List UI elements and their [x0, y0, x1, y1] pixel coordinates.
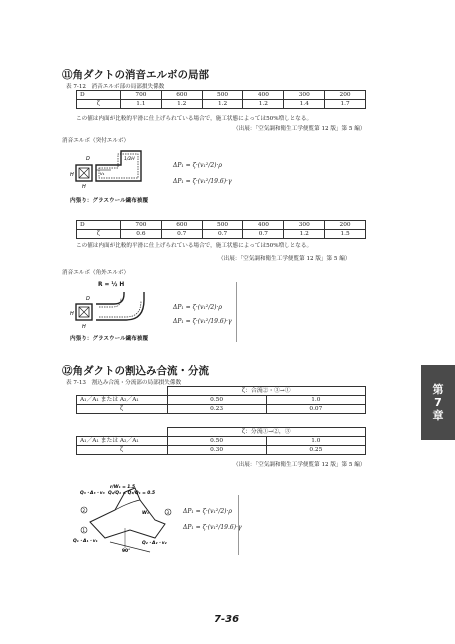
table-cell: 200 — [325, 221, 366, 230]
formula-3b: ΔP₁ = ζ·(v₁²/19.6)·γ — [183, 524, 242, 531]
section-12-heading: ⑫角ダクトの割込み合流・分流 — [62, 365, 209, 377]
table-cell: ζ — [77, 230, 121, 239]
source-1: （出展：「空気調和衛生工学便覧第 12 版」第 5 編） — [233, 126, 366, 132]
table-cell: 0.7 — [161, 230, 202, 239]
table-header-row — [77, 387, 366, 396]
fig3-q1-label: Q₁・A₁・v₁ — [73, 539, 98, 544]
table-cell: 500 — [202, 221, 243, 230]
chapter-tab-line-3: 章 — [432, 409, 444, 422]
table-cell: 300 — [284, 221, 325, 230]
table-cell: D — [77, 221, 121, 230]
table-cell: 0.7 — [202, 230, 243, 239]
fig3-q2-label: Q₂・A₂・v₂ — [142, 541, 167, 546]
svg-text:1/2H: 1/2H — [124, 157, 135, 162]
table-cell: 1.1 — [121, 100, 162, 109]
table-7-13-caption: 表 7-13 割込み合流・分流部の局部損失係数 — [66, 380, 182, 386]
fig3-ratio-label-1: r/W₁ = 1.5 — [110, 485, 136, 490]
table-cell: 1.4 — [284, 100, 325, 109]
table-row — [77, 446, 366, 455]
table-cell: 0.07 — [266, 405, 365, 414]
table-7-12 — [76, 90, 366, 109]
table-cell: 1.5 — [325, 230, 366, 239]
table-cell: D — [77, 91, 121, 100]
table-cell: 700 — [121, 221, 162, 230]
formula-1b: ΔP₁ = ζ·(v₁²/19.6)·γ — [173, 178, 232, 185]
table-cell: 500 — [202, 91, 243, 100]
table-cell: 1.2 — [202, 100, 243, 109]
page-number: 7-36 — [214, 614, 240, 625]
table-cell: 1.2 — [243, 100, 284, 109]
table-cell: 1.0 — [266, 437, 365, 446]
figure-2-radius-label: R = ½ H — [98, 282, 125, 288]
table-cell: 0.6 — [121, 230, 162, 239]
formula-2a: ΔP₁ = ζ·(v₁²/2)·ρ — [173, 304, 222, 311]
table-header-row — [77, 428, 366, 437]
table-cell: 300 — [284, 91, 325, 100]
fig3-angle-label: 90° — [122, 549, 131, 554]
scan-divider — [236, 282, 237, 342]
table-row — [77, 405, 366, 414]
table-cell: ζ — [77, 405, 168, 414]
radius-elbow-diagram — [66, 292, 161, 337]
fig3-ratio-label-2: Q₂/Q₁ = Q₃/Q₁ = 0.5 — [108, 491, 156, 496]
table-cell: 400 — [243, 221, 284, 230]
table-cell: 600 — [161, 91, 202, 100]
fig3-q3-label: Q₃・A₃・v₃ — [80, 491, 105, 496]
figure-1-lining-label: 内張り：グラスウール繊布被覆 — [70, 198, 149, 204]
table-cell: A₁／A₁ または A₂／A₁ — [77, 396, 168, 405]
table-cell: ζ — [77, 100, 121, 109]
table-header-row — [77, 221, 366, 230]
source-3: （出展：「空気調和衛生工学便覧第 12 版」第 5 編） — [233, 462, 366, 468]
table-cell: A₁／A₁ または A₂／A₁ — [77, 437, 168, 446]
table-7-13-merge — [76, 386, 366, 414]
table-cell: 0.7 — [243, 230, 284, 239]
table-cell: 1.0 — [266, 396, 365, 405]
table-title-cell: ζ：分流①→②，③ — [167, 428, 366, 437]
scan-divider — [238, 495, 239, 555]
table-row — [77, 230, 366, 239]
chapter-tab-line-1: 第 — [432, 383, 444, 396]
svg-text:H: H — [82, 324, 86, 330]
table-cell: 200 — [325, 91, 366, 100]
svg-text:2: 2 — [82, 508, 86, 513]
table-cell: 0.25 — [266, 446, 365, 455]
table-7-13-split — [76, 427, 366, 455]
table-cell: 0.50 — [167, 437, 266, 446]
table-elbow-2 — [76, 220, 366, 239]
svg-text:H: H — [70, 172, 74, 178]
table-row — [77, 100, 366, 109]
figure-1-title: 消音エルボ（突付エルボ） — [62, 138, 130, 144]
table-cell: 1.2 — [284, 230, 325, 239]
table-row — [77, 437, 366, 446]
figure-2-title: 消音エルボ（角外エルボ） — [62, 270, 130, 276]
table-cell: 0.50 — [167, 396, 266, 405]
table-cell: 400 — [243, 91, 284, 100]
table-cell: 1.2 — [161, 100, 202, 109]
butt-elbow-diagram — [66, 148, 156, 200]
figure-2-lining-label: 内張り：グラスウール繊布被覆 — [70, 336, 149, 342]
table-cell: 0.30 — [167, 446, 266, 455]
table-header-row — [77, 91, 366, 100]
source-2: （出展：「空気調和衛生工学便覧第 12 版」第 5 編） — [218, 256, 351, 262]
table-cell: 0.23 — [167, 405, 266, 414]
note-1: この値は内面が比較的平滑に仕上げられている場合で，施工状態によっては50%増しとなる。 — [76, 116, 313, 122]
table-7-12-caption: 表 7-12 消音エルボ部の局部損失係数 — [66, 84, 165, 90]
svg-text:H: H — [82, 184, 86, 190]
table-cell: 1.7 — [325, 100, 366, 109]
fig3-w1-label: W₁ — [142, 511, 149, 516]
table-cell: 600 — [161, 221, 202, 230]
note-2: この値は内面が比較的平滑に仕上げられている場合で，施工状態によっては50%増しとなる。 — [76, 243, 313, 249]
chapter-tab — [421, 365, 455, 440]
svg-text:3: 3 — [166, 510, 170, 515]
formula-1a: ΔP₁ = ζ·(v₁²/2)·ρ — [173, 162, 222, 169]
branch-junction-diagram — [70, 480, 180, 555]
svg-text:1: 1 — [82, 528, 86, 533]
formula-2b: ΔP₁ = ζ·(v₁²/19.6)·γ — [173, 318, 232, 325]
table-cell: ζ — [77, 446, 168, 455]
table-row — [77, 396, 366, 405]
svg-text:D: D — [86, 156, 90, 162]
chapter-tab-line-2: 7 — [434, 396, 442, 409]
section-11-heading: ⑪角ダクトの消音エルボの局部 — [62, 69, 209, 81]
svg-text:v₁: v₁ — [100, 172, 105, 177]
svg-text:D: D — [86, 296, 90, 302]
table-title-cell: ζ：合流②・③→① — [167, 387, 366, 396]
formula-3a: ΔP₁ = ζ·(v₁²/2)·ρ — [183, 508, 232, 515]
table-cell: 700 — [121, 91, 162, 100]
svg-text:H: H — [70, 311, 74, 317]
